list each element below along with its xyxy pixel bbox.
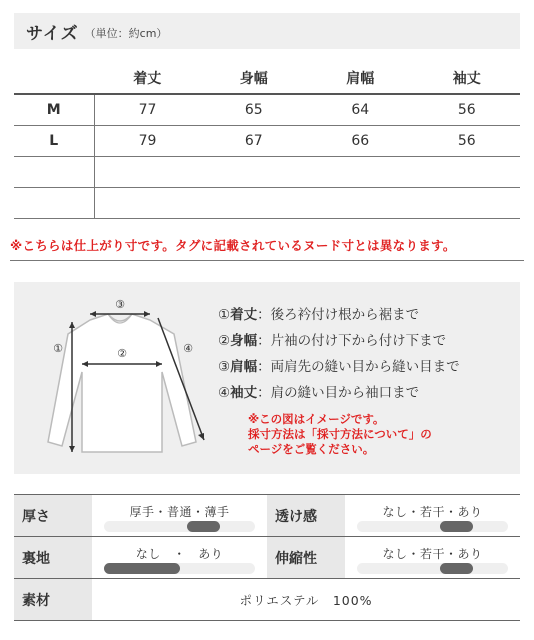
marker-2: ② <box>117 347 127 360</box>
measurement-item <box>218 380 460 406</box>
arrow-head <box>69 446 75 452</box>
arrow-head <box>198 433 204 440</box>
table-cell: 67 <box>201 125 308 156</box>
diagram-note <box>248 412 432 457</box>
attribute-row <box>14 537 520 579</box>
item-number: ① <box>218 307 231 323</box>
measurement-item <box>218 354 460 380</box>
scale-track <box>357 521 508 532</box>
garment-diagram <box>28 292 213 467</box>
elasticity-scale <box>345 537 520 579</box>
table-cell <box>414 156 521 187</box>
attributes-table <box>14 494 520 621</box>
size-title: サイズ <box>26 23 79 44</box>
scale-fill <box>187 521 220 532</box>
scale-options: なし・若干・あり <box>382 546 483 561</box>
item-desc: ：後ろ衿付け根から裾まで <box>257 307 420 323</box>
arrow-head <box>144 311 150 317</box>
table-cell <box>201 187 308 218</box>
row-label <box>14 187 94 218</box>
size-table <box>14 62 520 219</box>
sheer-scale <box>345 495 520 537</box>
column-header: 肩幅 <box>307 62 414 94</box>
lining-scale <box>92 537 267 579</box>
row-label: M <box>14 94 94 125</box>
column-header: 袖丈 <box>414 62 521 94</box>
marker-1: ① <box>53 342 63 355</box>
scale-options: なし ・ あり <box>135 546 224 561</box>
measurement-list <box>218 302 460 406</box>
item-number: ② <box>218 333 231 349</box>
scale-fill <box>440 563 473 574</box>
table-cell: 64 <box>307 94 414 125</box>
measurement-item <box>218 302 460 328</box>
table-cell: 79 <box>94 125 201 156</box>
item-number: ④ <box>218 385 231 401</box>
table-row <box>14 156 520 187</box>
table-row <box>14 187 520 218</box>
item-desc: ：片袖の付け下から付け下まで <box>257 333 447 349</box>
table-row <box>14 125 520 156</box>
note-line: ページをご覧ください。 <box>248 442 375 456</box>
marker-4: ④ <box>183 342 193 355</box>
garment-outline <box>48 314 196 452</box>
size-header <box>14 13 520 49</box>
column-header: 着丈 <box>94 62 201 94</box>
column-header: 身幅 <box>201 62 308 94</box>
scale-fill <box>104 563 180 574</box>
table-row <box>14 94 520 125</box>
table-cell: 56 <box>414 125 521 156</box>
row-label: L <box>14 125 94 156</box>
table-cell: 56 <box>414 94 521 125</box>
table-cell <box>307 187 414 218</box>
header-corner <box>14 62 94 94</box>
item-label: 身幅 <box>230 333 258 349</box>
item-desc: ：肩の縫い目から袖口まで <box>257 385 420 401</box>
note-line: 採寸方法は「採寸方法について」の <box>248 427 432 441</box>
elasticity-caption: 伸縮性 <box>267 537 345 579</box>
material-caption: 素材 <box>14 579 92 621</box>
item-number: ③ <box>218 359 231 375</box>
lining-caption: 裏地 <box>14 537 92 579</box>
finished-size-note: ※こちらは仕上がり寸です。タグに記載されているヌード寸とは異なります。 <box>10 236 524 261</box>
note-line: ※この図はイメージです。 <box>248 412 385 426</box>
arrow-head <box>90 311 96 317</box>
item-label: 肩幅 <box>230 359 258 375</box>
item-desc: ：両肩先の縫い目から縫い目まで <box>257 359 460 375</box>
unit-label: （単位：約cm） <box>84 26 168 40</box>
sheer-caption: 透け感 <box>267 495 345 537</box>
measurement-guide <box>14 282 520 474</box>
item-label: 袖丈 <box>230 385 258 401</box>
table-cell <box>414 187 521 218</box>
table-cell: 65 <box>201 94 308 125</box>
scale-options: なし・若干・あり <box>382 504 483 519</box>
thickness-scale <box>92 495 267 537</box>
marker-3: ③ <box>115 298 125 311</box>
table-cell <box>201 156 308 187</box>
attribute-row <box>14 495 520 537</box>
measurement-item <box>218 328 460 354</box>
arrow-head <box>69 322 75 328</box>
scale-options: 厚手・普通・薄手 <box>129 504 230 519</box>
scale-track <box>357 563 508 574</box>
table-cell: 66 <box>307 125 414 156</box>
table-cell <box>94 156 201 187</box>
scale-track <box>104 521 255 532</box>
scale-track <box>104 563 255 574</box>
size-table-header <box>14 62 520 94</box>
scale-fill <box>440 521 473 532</box>
table-cell <box>94 187 201 218</box>
thickness-caption: 厚さ <box>14 495 92 537</box>
attribute-row <box>14 579 520 621</box>
table-cell <box>307 156 414 187</box>
table-cell: 77 <box>94 94 201 125</box>
material-value: ポリエステル 100% <box>92 579 520 621</box>
row-label <box>14 156 94 187</box>
item-label: 着丈 <box>230 307 258 323</box>
